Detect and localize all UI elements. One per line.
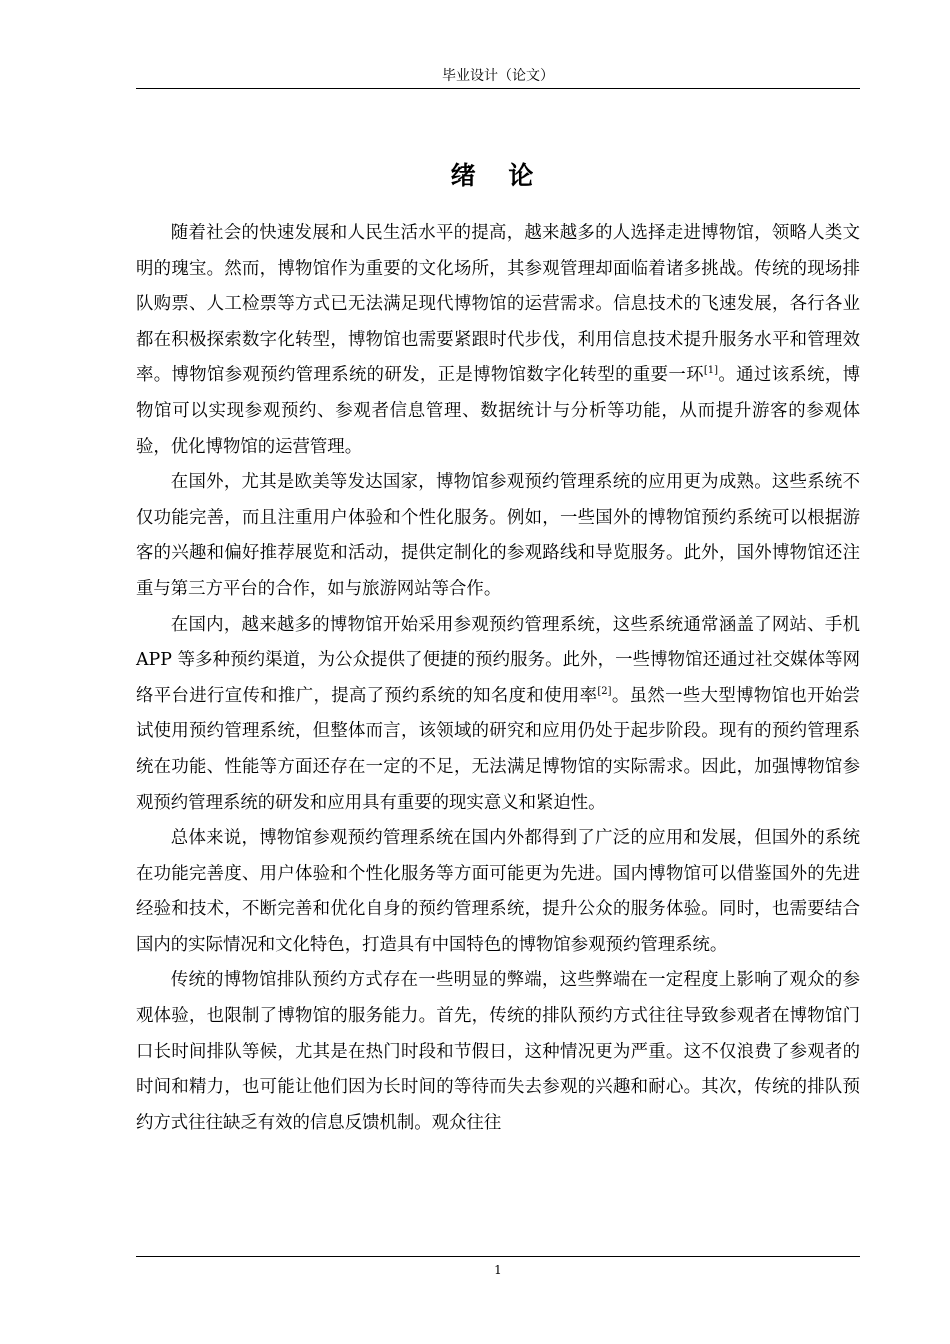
citation-ref-1: [1] <box>703 365 719 377</box>
header-divider <box>136 88 860 89</box>
paragraph-3 <box>136 608 860 822</box>
paragraph-5: 传统的博物馆排队预约方式存在一些明显的弊端，这些弊端在一定程度上影响了观众的参观体验，也限制了博物馆的服务能力。首先，传统的排队预约方式往往导致参观者在博物馆门口长时间排队等候，尤其是在热门时段和节假日，这种情况更为严重。这不仅浪费了参观者的时间和精力，也可能让他们因为长时间的等待而失去参观的兴趣和耐心。其次，传统的排队预约方式往往缺乏有效的信息反馈机制。观众往往 <box>136 970 860 1133</box>
paragraph-4: 总体来说，博物馆参观预约管理系统在国内外都得到了广泛的应用和发展，但国外的系统在功能完善度、用户体验和个性化服务等方面可能更为先进。国内博物馆可以借鉴国外的先进经验和技术，不断完善和优化自身的预约管理系统，提升公众的服务体验。同时，也需要结合国内的实际情况和文化特色，打造具有中国特色的博物馆参观预约管理系统。 <box>136 828 860 955</box>
chapter-title: 绪 论 <box>450 161 546 190</box>
footer-divider <box>136 1256 860 1257</box>
paragraph-3-text-a: 在国内，越来越多的博物馆开始采用参观预约管理系统，这些系统通常涵盖了网站、手机 APP 等多种预约渠道，为公众提供了便捷的预约服务。此外，一些博物馆还通过社交媒体等网络平台进行宣传和推广，提高了预约系统的知名度和使用率 <box>136 614 860 706</box>
page-number: 1 <box>494 1263 502 1277</box>
paragraph-1-text-b: 。通过该系统，博物馆可以实现参观预约、参观者信息管理、数据统计与分析等功能，从而提升游客的参观体验，优化博物馆的运营管理。 <box>136 365 860 457</box>
body-text <box>136 216 860 1141</box>
paragraph-1 <box>136 216 860 465</box>
running-header: 毕业设计（论文） <box>442 68 554 84</box>
paragraph-2: 在国外，尤其是欧美等发达国家，博物馆参观预约管理系统的应用更为成熟。这些系统不仅功能完善，而且注重用户体验和个性化服务。例如，一些国外的博物馆预约系统可以根据游客的兴趣和偏好推荐展览和活动，提供定制化的参观路线和导览服务。此外，国外博物馆还注重与第三方平台的合作，如与旅游网站等合作。 <box>136 472 860 599</box>
citation-ref-2: [2] <box>597 685 612 697</box>
paragraph-1-text-a: 随着社会的快速发展和人民生活水平的提高，越来越多的人选择走进博物馆，领略人类文明的瑰宝。然而，博物馆作为重要的文化场所，其参观管理却面临着诸多挑战。传统的现场排队购票、人工检票等方式已无法满足现代博物馆的运营需求。信息技术的飞速发展，各行各业都在积极探索数字化转型，博物馆也需要紧跟时代步伐，利用信息技术提升服务水平和管理效率。博物馆参观预约管理系统的研发，正是博物馆数字化转型的重要一环 <box>136 223 860 386</box>
paragraph-3-text-b: 。虽然一些大型博物馆也开始尝试使用预约管理系统，但整体而言，该领域的研究和应用仍处于起步阶段。现有的预约管理系统在功能、性能等方面还存在一定的不足，无法满足博物馆的实际需求。因此，加强博物馆参观预约管理系统的研发和应用具有重要的现实意义和紧迫性。 <box>136 685 860 813</box>
